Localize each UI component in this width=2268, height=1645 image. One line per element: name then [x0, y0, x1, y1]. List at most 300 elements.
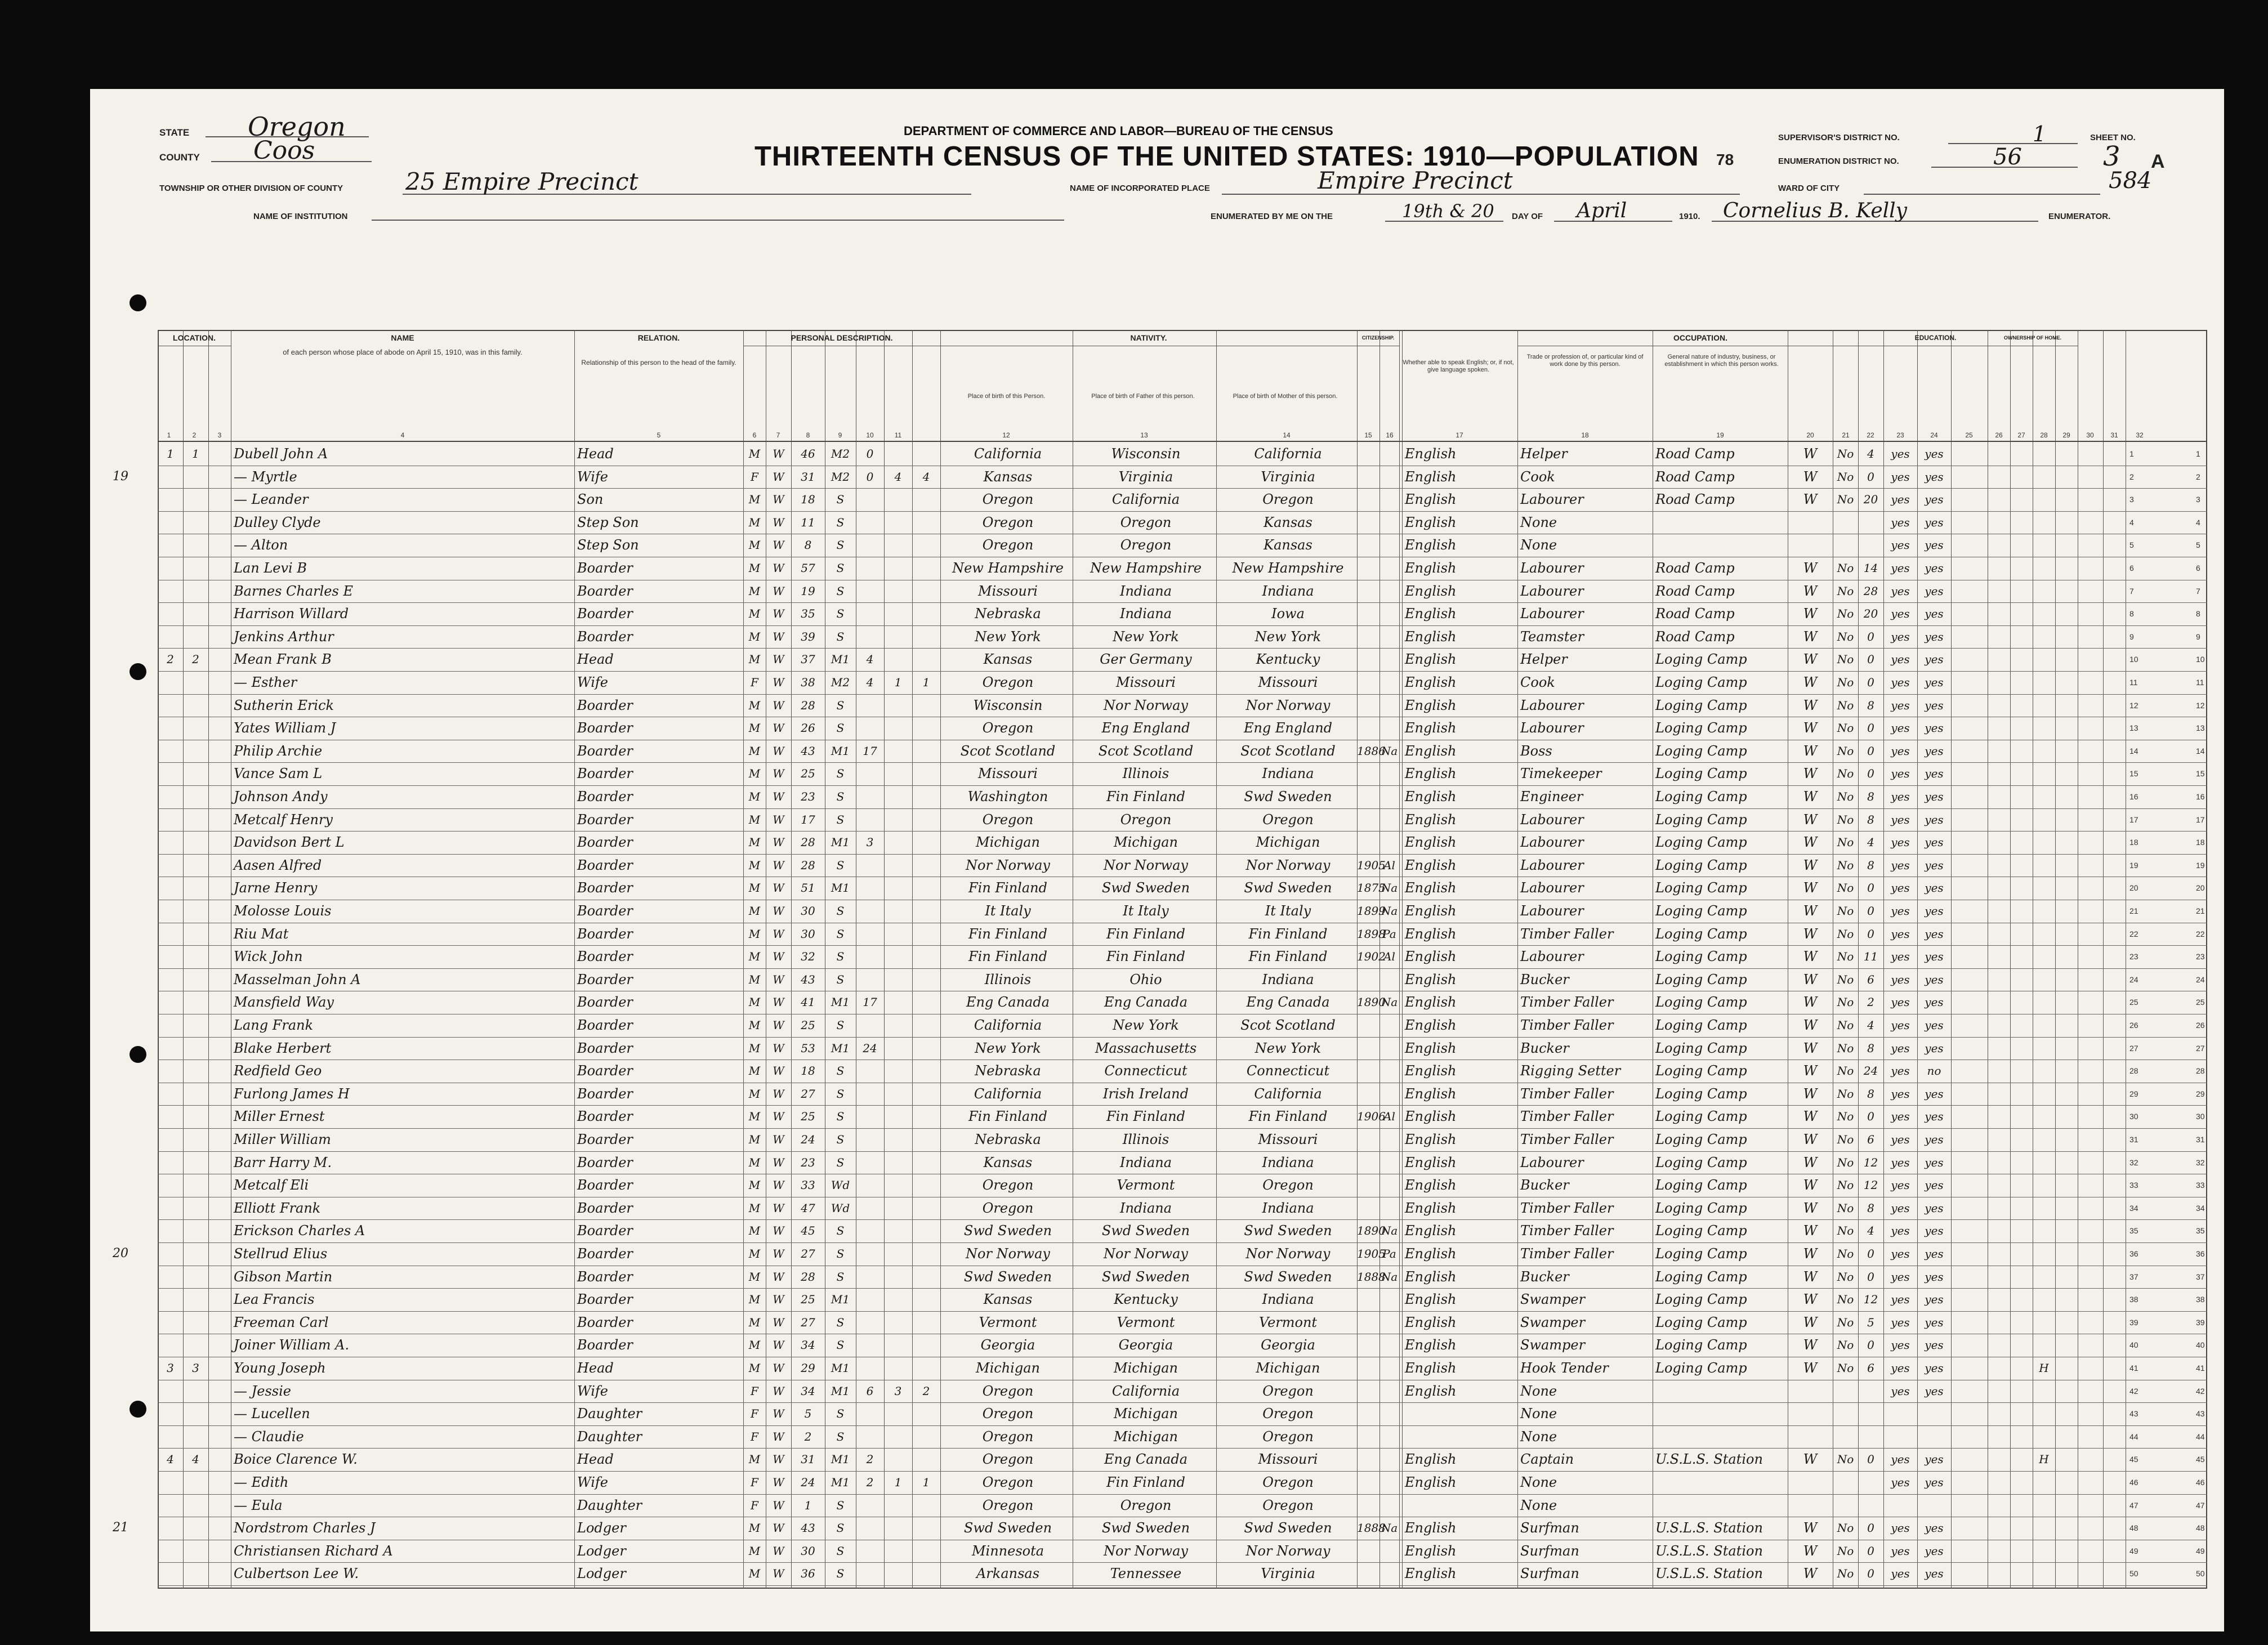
cell-write: yes — [1925, 629, 1944, 643]
cell-relation: Wife — [577, 1383, 609, 1399]
cell-write: yes — [1925, 1178, 1944, 1192]
cell-father: Irish Ireland — [1103, 1085, 1189, 1102]
col-header-birth-person: Place of birth of this Person. — [967, 393, 1046, 400]
cell-race: W — [773, 515, 784, 529]
line-number-right: 2 — [2196, 472, 2200, 481]
table-row — [90, 557, 2224, 579]
cell-weeks: 8 — [1867, 1201, 1874, 1215]
cell-read: yes — [1891, 1155, 1910, 1169]
cell-father: Nor Norway — [1104, 697, 1188, 713]
cell-father: Swd Sweden — [1101, 1268, 1190, 1285]
cell-sex: M — [748, 1064, 761, 1078]
cell-father: Indiana — [1119, 606, 1172, 622]
column-number: 13 — [1140, 431, 1148, 439]
cell-language: English — [1405, 1132, 1457, 1147]
cell-sex: M — [748, 1133, 761, 1146]
cell-weeks: 0 — [1867, 881, 1874, 895]
cell-father: Fin Finland — [1106, 1108, 1185, 1125]
cell-relation: Boarder — [577, 1314, 633, 1330]
col-header-trade: Trade or profession of, or particular kind of work done by this person. — [1526, 354, 1644, 368]
cell-unemp: No — [1837, 721, 1854, 735]
cell-weeks: 12 — [1863, 1293, 1878, 1307]
cell-race: W — [773, 790, 784, 803]
cell-sex: M — [748, 1452, 761, 1467]
cell-birth: Oregon — [982, 1474, 1034, 1490]
line-number-right: 14 — [2196, 746, 2205, 756]
census-sheet — [90, 89, 2224, 1631]
cell-immig: 1888 — [1357, 1269, 1386, 1284]
cell-marital: S — [836, 1429, 845, 1443]
table-row — [90, 1517, 2224, 1539]
cell-industry: Loging Camp — [1655, 651, 1747, 668]
cell-age: 32 — [801, 950, 815, 964]
cell-race: W — [773, 1567, 784, 1581]
line-number: 41 — [2129, 1364, 2138, 1373]
cell-birth: Oregon — [982, 491, 1034, 508]
cell-relation: Boarder — [577, 1337, 633, 1353]
incorporated-label: NAME OF INCORPORATED PLACE — [1070, 184, 1210, 193]
line-number: 2 — [2129, 472, 2134, 481]
line-number: 11 — [2129, 678, 2138, 687]
column-number: 18 — [1581, 431, 1589, 439]
cell-age: 27 — [801, 1247, 815, 1260]
cell-read: yes — [1891, 1452, 1910, 1467]
incorporated-value: Empire Precinct — [1318, 167, 1513, 194]
cell-name: Culbertson Lee W. — [234, 1566, 359, 1582]
cell-mother: Missouri — [1258, 1451, 1318, 1468]
cell-trade: Cook — [1520, 468, 1555, 485]
line-number: 7 — [2129, 586, 2134, 596]
cell-immig: 1886 — [1357, 744, 1386, 758]
cell-marital: M1 — [831, 1361, 850, 1375]
line-number: 19 — [2129, 860, 2138, 870]
cell-trade: Bucker — [1520, 1040, 1569, 1056]
cell-unemp: No — [1837, 904, 1854, 918]
cell-name: Christiansen Richard A — [234, 1543, 393, 1559]
cell-read: yes — [1891, 1247, 1910, 1260]
cell-birth: Missouri — [978, 766, 1038, 782]
cell-relation: Boarder — [577, 583, 633, 599]
cell-age: 51 — [801, 881, 815, 895]
cell-father: Oregon — [1120, 811, 1172, 828]
cell-read: yes — [1891, 1315, 1910, 1329]
cell-weeks: 6 — [1867, 1361, 1874, 1375]
cell-name: Joiner William A. — [234, 1337, 350, 1353]
cell-industry: Road Camp — [1655, 628, 1735, 645]
cell-read: yes — [1891, 652, 1910, 667]
cell-marital: S — [836, 629, 845, 643]
cell-sex: M — [748, 493, 761, 507]
cell-race: W — [773, 607, 784, 621]
cell-immig: 1888 — [1357, 1521, 1386, 1535]
cell-write: yes — [1925, 972, 1944, 986]
cell-mother: Oregon — [1262, 1428, 1314, 1445]
cell-natz: Al — [1383, 950, 1395, 964]
cell-weeks: 0 — [1867, 1452, 1874, 1467]
line-number-right: 8 — [2196, 609, 2200, 619]
cell-mother: Fin Finland — [1248, 1108, 1328, 1125]
cell-mother: Vermont — [1258, 1314, 1318, 1330]
cell-weeks: 20 — [1863, 607, 1878, 621]
line-number-right: 34 — [2196, 1203, 2205, 1213]
cell-trade: Helper — [1520, 651, 1568, 668]
cell-age: 46 — [801, 447, 815, 461]
cell-write: yes — [1925, 538, 1944, 552]
column-number: 21 — [1842, 431, 1850, 439]
cell-age: 18 — [801, 493, 815, 507]
cell-name: Freeman Carl — [234, 1314, 329, 1330]
page-number: 78 — [1716, 151, 1734, 168]
line-number-right: 35 — [2196, 1226, 2205, 1236]
cell-race: W — [773, 1269, 784, 1284]
cell-father: Nor Norway — [1104, 1543, 1188, 1559]
cell-age: 29 — [801, 1361, 815, 1375]
cell-sex: M — [748, 538, 761, 552]
cell-mother: Indiana — [1262, 1154, 1314, 1170]
cell-language: English — [1405, 834, 1457, 851]
cell-birth: Minnesota — [971, 1543, 1044, 1559]
cell-sex: M — [748, 1315, 761, 1329]
cell-father: Oregon — [1120, 537, 1172, 553]
group-education: EDUCATION. — [1883, 330, 1988, 346]
column-number: 29 — [2062, 431, 2070, 439]
cell-class: W — [1803, 583, 1818, 599]
line-number-right: 43 — [2196, 1409, 2205, 1419]
cell-industry: U.S.L.S. Station — [1655, 1520, 1763, 1536]
table-row — [90, 1151, 2224, 1174]
cell-birth: Oregon — [982, 1451, 1034, 1468]
cell-name: Redfield Geo — [234, 1063, 322, 1079]
line-number: 27 — [2129, 1043, 2138, 1053]
cell-father: Illinois — [1122, 1132, 1169, 1147]
cell-sex: M — [748, 447, 761, 461]
cell-natz: Al — [1383, 1110, 1395, 1124]
cell-family: 4 — [192, 1452, 199, 1467]
cell-write: yes — [1925, 1476, 1944, 1489]
cell-industry: Road Camp — [1655, 606, 1735, 622]
cell-marital: S — [836, 607, 845, 621]
cell-write: yes — [1925, 447, 1944, 461]
column-number: 15 — [1364, 431, 1372, 439]
census-title: THIRTEENTH CENSUS OF THE UNITED STATES: 1910—POPULATION — [754, 141, 1699, 172]
cell-sex: M — [748, 1361, 761, 1375]
cell-sex: M — [748, 1247, 761, 1260]
cell-birth: Fin Finland — [968, 926, 1047, 942]
line-number-right: 40 — [2196, 1340, 2205, 1350]
institution-label: NAME OF INSTITUTION — [253, 212, 348, 221]
cell-trade: Timber Faller — [1520, 1200, 1614, 1216]
cell-write: yes — [1925, 1224, 1944, 1238]
table-row — [90, 648, 2224, 670]
cell-class: W — [1803, 1063, 1818, 1079]
table-row — [90, 1494, 2224, 1517]
line-number: 36 — [2129, 1249, 2138, 1258]
table-row — [90, 1083, 2224, 1105]
cell-class: W — [1803, 1132, 1818, 1147]
cell-mother: Swd Sweden — [1244, 1268, 1332, 1285]
cell-marital: S — [836, 1110, 845, 1124]
cell-trade: Surfman — [1520, 1520, 1579, 1536]
cell-father: It Italy — [1123, 903, 1169, 919]
cell-father: Oregon — [1120, 1497, 1172, 1513]
cell-father: Scot Scotland — [1098, 743, 1194, 759]
cell-age: 53 — [801, 1041, 815, 1055]
cell-weeks: 4 — [1867, 835, 1874, 850]
cell-years: 3 — [866, 835, 874, 850]
table-row — [90, 1105, 2224, 1128]
cell-age: 24 — [801, 1133, 815, 1146]
line-number: 18 — [2129, 838, 2138, 847]
cell-years: 17 — [863, 744, 877, 758]
cell-race: W — [773, 812, 784, 826]
cell-weeks: 11 — [1863, 950, 1878, 964]
line-number: 13 — [2129, 723, 2138, 733]
cell-marital: S — [836, 1133, 845, 1146]
cell-race: W — [773, 904, 784, 918]
col-header-birth-father: Place of birth of Father of this person. — [1091, 393, 1195, 400]
cell-write: yes — [1925, 721, 1944, 735]
cell-trade: Rigging Setter — [1520, 1063, 1621, 1079]
day-of-label: DAY OF — [1512, 212, 1543, 221]
line-number: 42 — [2129, 1386, 2138, 1396]
cell-read: yes — [1891, 1018, 1910, 1032]
cell-class: W — [1803, 446, 1818, 462]
cell-write: yes — [1925, 1133, 1944, 1146]
ward-label: WARD OF CITY — [1778, 184, 1840, 193]
cell-class: W — [1803, 720, 1818, 736]
cell-class: W — [1803, 1360, 1818, 1376]
cell-birth: Nebraska — [975, 1132, 1041, 1147]
line-number-right: 47 — [2196, 1500, 2205, 1510]
cell-trade: None — [1520, 1383, 1557, 1399]
cell-industry: Loging Camp — [1655, 720, 1747, 736]
cell-unemp: No — [1837, 950, 1854, 964]
cell-relation: Daughter — [577, 1406, 642, 1422]
line-number-right: 24 — [2196, 975, 2205, 984]
cell-sex: M — [748, 744, 761, 758]
cell-name: Yates William J — [234, 720, 336, 736]
cell-age: 31 — [801, 1452, 815, 1467]
cell-trade: Captain — [1520, 1451, 1574, 1468]
cell-birth: Fin Finland — [968, 949, 1047, 965]
cell-farm: H — [2039, 1452, 2049, 1467]
cell-age: 25 — [801, 1293, 815, 1307]
cell-industry: Loging Camp — [1655, 1063, 1747, 1079]
cell-relation: Boarder — [577, 1268, 633, 1285]
cell-language: English — [1405, 766, 1457, 782]
line-number-right: 12 — [2196, 700, 2205, 710]
cell-sex: M — [748, 1521, 761, 1535]
cell-trade: Labourer — [1520, 834, 1584, 851]
ward-note: 584 — [2109, 168, 2152, 194]
cell-name: Lea Francis — [234, 1291, 315, 1308]
cell-race: W — [773, 1293, 784, 1307]
cell-read: yes — [1891, 995, 1910, 1009]
cell-relation: Lodger — [577, 1543, 626, 1559]
cell-read: yes — [1891, 812, 1910, 826]
cell-trade: Timber Faller — [1520, 1108, 1614, 1125]
cell-birth: Swd Sweden — [963, 1223, 1052, 1239]
cell-age: 57 — [801, 561, 815, 575]
cell-name: Nordstrom Charles J — [234, 1520, 376, 1536]
line-number-right: 29 — [2196, 1089, 2205, 1098]
line-number: 35 — [2129, 1226, 2138, 1236]
line-number: 28 — [2129, 1066, 2138, 1076]
cell-class: W — [1803, 1451, 1818, 1468]
group-location: LOCATION. — [158, 330, 231, 346]
enumerated-label: ENUMERATED BY ME ON THE — [1211, 212, 1333, 221]
line-number: 15 — [2129, 769, 2138, 779]
column-number: 2 — [192, 431, 197, 439]
cell-birth: Washington — [967, 789, 1048, 804]
cell-marital: S — [836, 1269, 845, 1284]
line-number: 10 — [2129, 655, 2138, 664]
cell-relation: Boarder — [577, 1085, 633, 1102]
cell-unemp: No — [1837, 790, 1854, 803]
col-header-name: of each person whose place of abode on April 15, 1910, was in this family. — [283, 348, 523, 356]
table-row — [90, 854, 2224, 877]
cell-mother: Oregon — [1262, 1406, 1314, 1422]
cell-age: 33 — [801, 1178, 815, 1192]
cell-class: W — [1803, 994, 1818, 1011]
cell-marital: S — [836, 1338, 845, 1352]
cell-immig: 1898 — [1357, 927, 1386, 941]
col-header-birth-mother: Place of birth of Mother of this person. — [1233, 393, 1338, 400]
cell-industry: Loging Camp — [1655, 857, 1747, 873]
cell-marital: S — [836, 1247, 845, 1260]
line-number-right: 10 — [2196, 655, 2205, 664]
table-row — [90, 1425, 2224, 1448]
cell-sex: M — [748, 698, 761, 712]
cell-marital: S — [836, 1407, 845, 1421]
cell-sex: M — [748, 995, 761, 1009]
cell-sex: M — [748, 1155, 761, 1169]
column-number: 1 — [167, 431, 171, 439]
cell-mother: Scot Scotland — [1240, 1017, 1336, 1033]
line-number-right: 1 — [2196, 449, 2200, 458]
cell-birth: Michigan — [976, 834, 1040, 851]
cell-unemp: No — [1837, 1521, 1854, 1535]
cell-industry: Loging Camp — [1655, 1177, 1747, 1193]
cell-industry: U.S.L.S. Station — [1655, 1543, 1763, 1559]
cell-weeks: 24 — [1863, 1064, 1878, 1078]
cell-language: English — [1405, 1566, 1457, 1582]
cell-birth: Georgia — [980, 1337, 1035, 1353]
cell-years: 4 — [866, 652, 874, 667]
cell-father: Michigan — [1114, 834, 1178, 851]
line-number-right: 20 — [2196, 883, 2205, 893]
cell-industry: Road Camp — [1655, 560, 1735, 576]
cell-birth: Nebraska — [975, 1063, 1041, 1079]
cell-race: W — [773, 447, 784, 461]
table-row — [90, 534, 2224, 556]
cell-father: Indiana — [1119, 1154, 1172, 1170]
cell-trade: None — [1520, 514, 1557, 530]
cell-unemp: No — [1837, 812, 1854, 826]
line-number-right: 28 — [2196, 1066, 2205, 1076]
cell-age: 27 — [801, 1087, 815, 1101]
cell-marital: M2 — [831, 470, 850, 484]
table-row — [90, 808, 2224, 831]
table-row — [90, 945, 2224, 968]
cell-sex: F — [751, 1476, 758, 1489]
cell-class: W — [1803, 560, 1818, 576]
cell-trade: Timber Faller — [1520, 1017, 1614, 1033]
cell-father: New York — [1113, 1017, 1179, 1033]
line-number-right: 49 — [2196, 1546, 2205, 1555]
cell-language: English — [1405, 1085, 1457, 1102]
sheet-label: SHEET NO. — [2090, 133, 2136, 142]
cell-trade: Timber Faller — [1520, 1132, 1614, 1147]
cell-weeks: 4 — [1867, 447, 1874, 461]
table-row — [90, 1540, 2224, 1562]
cell-name: Mansfield Way — [234, 994, 334, 1011]
cell-marital: S — [836, 1315, 845, 1329]
cell-write: yes — [1925, 607, 1944, 621]
cell-marital: S — [836, 972, 845, 986]
table-row — [90, 968, 2224, 991]
cell-birth: Oregon — [982, 1177, 1034, 1193]
cell-father: Fin Finland — [1106, 949, 1185, 965]
cell-weeks: 0 — [1867, 1521, 1874, 1535]
cell-weeks: 5 — [1867, 1315, 1874, 1329]
cell-language: English — [1405, 1154, 1457, 1170]
table-row — [90, 1197, 2224, 1219]
cell-father: Virginia — [1118, 468, 1173, 485]
cell-sex: M — [748, 1110, 761, 1124]
cell-race: W — [773, 1521, 784, 1535]
line-number: 43 — [2129, 1409, 2138, 1419]
line-number-right: 3 — [2196, 495, 2200, 504]
cell-race: W — [773, 629, 784, 643]
cell-relation: Boarder — [577, 880, 633, 896]
line-number: 17 — [2129, 815, 2138, 824]
enumerator-name: Cornelius B. Kelly — [1723, 199, 1907, 222]
cell-father: Nor Norway — [1104, 1246, 1188, 1262]
enumerated-month: April — [1577, 199, 1627, 222]
cell-race: W — [773, 1361, 784, 1375]
cell-race: W — [773, 652, 784, 667]
cell-read: yes — [1891, 1110, 1910, 1124]
cell-read: yes — [1891, 858, 1910, 872]
cell-language: English — [1405, 1246, 1457, 1262]
cell-language: English — [1405, 857, 1457, 873]
line-number: 20 — [2129, 883, 2138, 893]
cell-birth: Oregon — [982, 537, 1034, 553]
cell-read: yes — [1891, 1064, 1910, 1078]
cell-birth: Oregon — [982, 514, 1034, 530]
cell-trade: Bucker — [1520, 1177, 1569, 1193]
cell-sex: F — [751, 1384, 758, 1398]
line-number: 23 — [2129, 952, 2138, 962]
cell-marital: S — [836, 538, 845, 552]
cell-mother: Scot Scotland — [1240, 743, 1336, 759]
cell-years: 4 — [866, 676, 874, 689]
cell-weeks: 0 — [1867, 1247, 1874, 1260]
cell-read: yes — [1891, 1338, 1910, 1352]
cell-weeks: 20 — [1863, 493, 1878, 507]
cell-sex: M — [748, 767, 761, 781]
column-number: 5 — [657, 431, 661, 439]
cell-relation: Wife — [577, 1474, 609, 1490]
cell-unemp: No — [1837, 584, 1854, 598]
table-row — [90, 580, 2224, 602]
enumerator-label: ENUMERATOR. — [2048, 212, 2111, 221]
cell-years: 6 — [866, 1384, 874, 1398]
cell-sex: M — [748, 607, 761, 621]
cell-unemp: No — [1837, 698, 1854, 712]
cell-trade: Engineer — [1520, 789, 1583, 804]
